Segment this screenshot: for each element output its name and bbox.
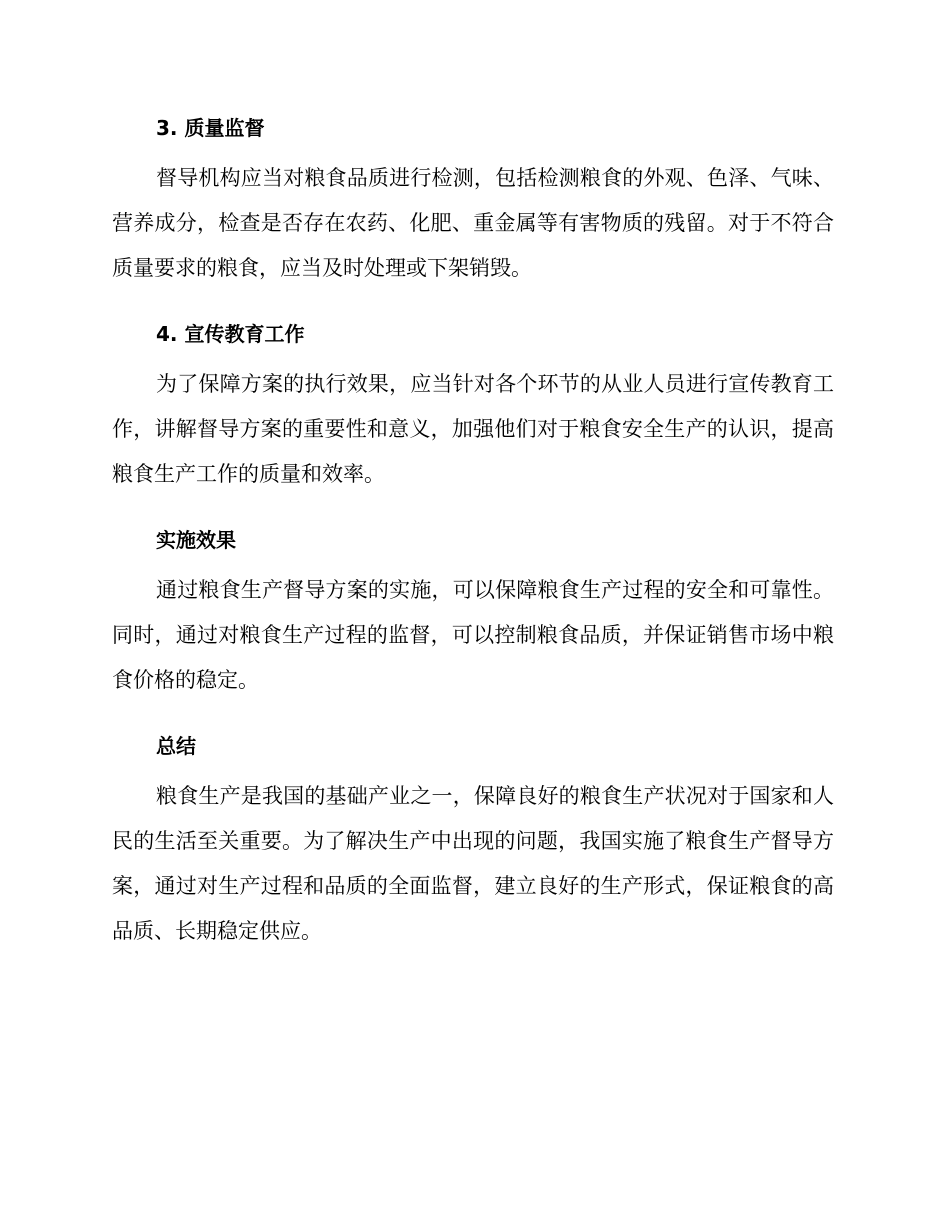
section-heading-quality-supervision: 3. 质量监督 xyxy=(156,116,265,140)
section-paragraph-implementation-effect: 通过粮食生产督导方案的实施，可以保障粮食生产过程的安全和可靠性。同时，通过对粮食生产过程的监督，可以控制粮食品质，并保证销售市场中粮食价格的稳定。 xyxy=(112,578,834,692)
section-heading-implementation-effect: 实施效果 xyxy=(156,528,236,552)
section-heading-summary: 总结 xyxy=(156,734,196,758)
section-paragraph-summary: 粮食生产是我国的基础产业之一，保障良好的粮食生产状况对于国家和人民的生活至关重要。为了解决生产中出现的问题，我国实施了粮食生产督导方案，通过对生产过程和品质的全面监督，建立良好的生产形式，保证粮食的高品质、长期稳定供应。 xyxy=(112,784,834,943)
section-heading-publicity-education: 4. 宣传教育工作 xyxy=(156,322,305,346)
section-paragraph-publicity-education: 为了保障方案的执行效果，应当针对各个环节的从业人员进行宣传教育工作，讲解督导方案的重要性和意义，加强他们对于粮食安全生产的认识，提高粮食生产工作的质量和效率。 xyxy=(112,372,834,486)
document-page xyxy=(112,110,834,979)
section-paragraph-quality-supervision: 督导机构应当对粮食品质进行检测，包括检测粮食的外观、色泽、气味、营养成分，检查是否存在农药、化肥、重金属等有害物质的残留。对于不符合质量要求的粮食，应当及时处理或下架销毁。 xyxy=(112,166,834,280)
